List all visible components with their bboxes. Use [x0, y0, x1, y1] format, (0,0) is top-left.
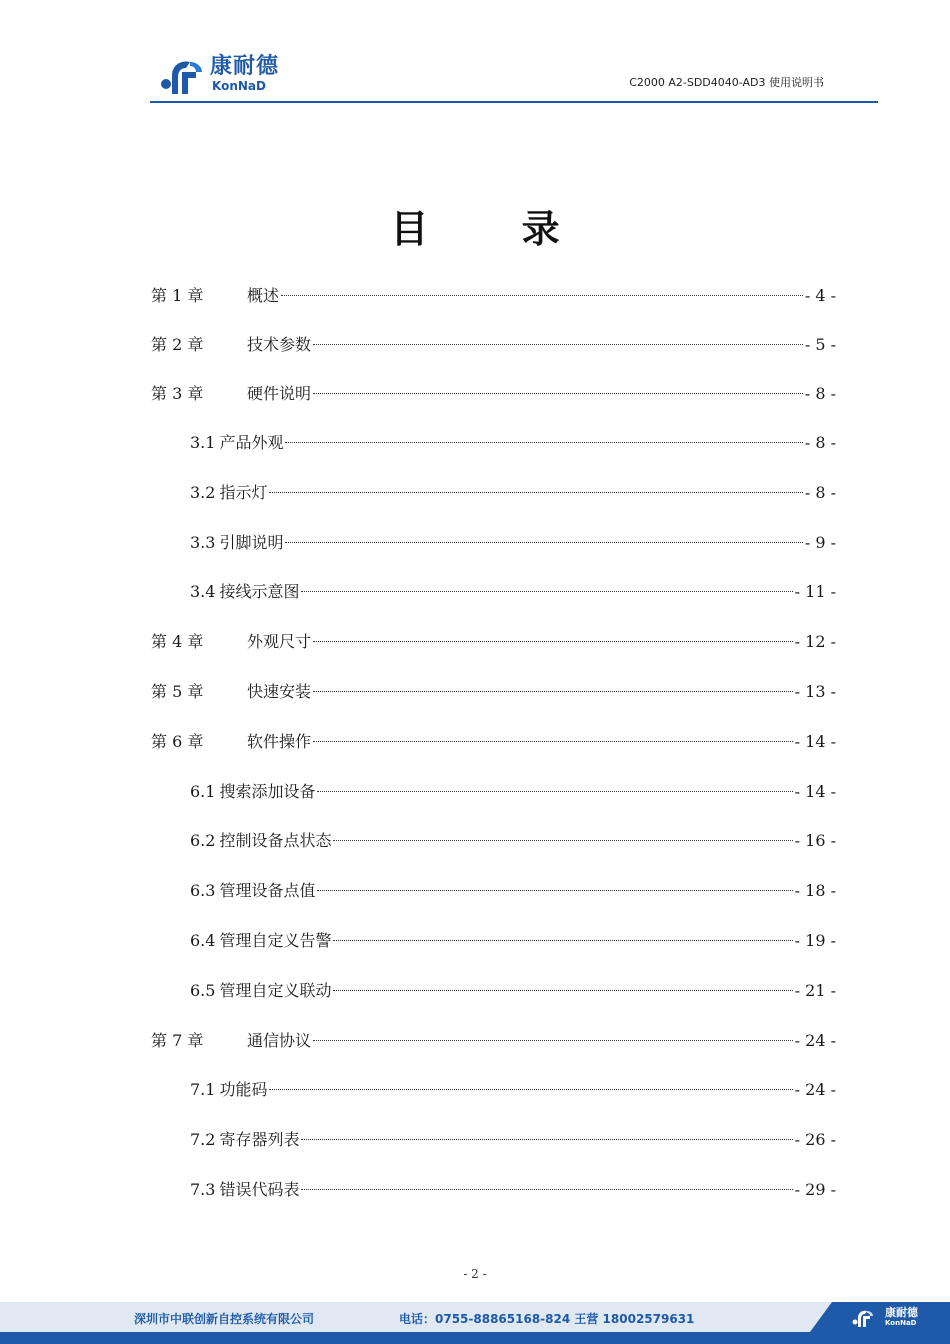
toc-section-number: 6.1: [190, 782, 216, 801]
toc-chapter-number: 第 7 章: [151, 1031, 204, 1050]
toc-section-number: 7.3: [190, 1180, 216, 1199]
toc-subentry[interactable]: [190, 1078, 836, 1102]
toc-chapter-number: 第 2 章: [151, 335, 204, 354]
toc-entry-label: 功能码: [219, 1080, 268, 1099]
toc-entry-label: 搜索添加设备: [219, 782, 316, 801]
toc-entry-label: 硬件说明: [247, 384, 312, 403]
toc-page-number: - 9 -: [804, 533, 836, 552]
toc-section-number: 3.2: [190, 483, 216, 502]
toc-page-number: - 11 -: [794, 582, 836, 601]
toc-entry[interactable]: [151, 1029, 836, 1053]
toc-leader-dots: [313, 741, 793, 742]
toc-page-number: - 26 -: [794, 1130, 836, 1149]
toc-entry-label: 管理自定义告警: [219, 931, 332, 950]
footer-logo-panel: [810, 1302, 950, 1332]
toc-entry-label: 错误代码表: [219, 1180, 300, 1199]
toc-leader-dots: [269, 492, 802, 493]
toc-leader-dots: [317, 890, 792, 891]
toc-title: 目 录: [390, 207, 600, 251]
logo-text-cn: 康耐德: [210, 54, 280, 79]
toc-subentry[interactable]: [190, 780, 836, 804]
page-footer: [0, 1302, 950, 1344]
toc-section-number: 6.4: [190, 931, 216, 950]
toc-entry-label: 快速安装: [247, 682, 312, 701]
toc-subentry[interactable]: [190, 1128, 836, 1152]
toc-page-number: - 8 -: [804, 483, 836, 502]
toc-chapter-number: 第 6 章: [151, 732, 204, 751]
toc-leader-dots: [269, 1089, 792, 1090]
toc-chapter-number: 第 4 章: [151, 632, 204, 651]
toc-subentry[interactable]: [190, 580, 836, 604]
toc-leader-dots: [317, 791, 792, 792]
toc-page-number: - 14 -: [794, 732, 836, 751]
toc-section-number: 7.2: [190, 1130, 216, 1149]
toc-page-number: - 8 -: [804, 433, 836, 452]
toc-subentry[interactable]: [190, 431, 836, 455]
toc-subentry[interactable]: [190, 1178, 836, 1202]
footer-company: 深圳市中联创新自控系统有限公司: [134, 1312, 315, 1326]
toc-entry-label: 通信协议: [247, 1031, 312, 1050]
toc-leader-dots: [313, 641, 793, 642]
toc-entry-label: 软件操作: [247, 732, 312, 751]
footer-phone: 电话：0755-88865168-824 王营 18002579631: [399, 1312, 695, 1326]
toc-leader-dots: [285, 442, 802, 443]
toc-entry-label: 技术参数: [247, 335, 312, 354]
toc-chapter-number: 第 3 章: [151, 384, 204, 403]
toc-page-number: - 14 -: [794, 782, 836, 801]
footer-stripe: [0, 1332, 950, 1344]
brand-logo: [160, 54, 300, 98]
toc-entry-label: 产品外观: [219, 433, 284, 452]
toc-leader-dots: [281, 295, 803, 296]
page-number: - 2 -: [463, 1267, 487, 1281]
toc-entry-label: 引脚说明: [219, 533, 284, 552]
toc-leader-dots: [313, 344, 803, 345]
toc-page-number: - 29 -: [794, 1180, 836, 1199]
toc-page-number: - 19 -: [794, 931, 836, 950]
toc-leader-dots: [313, 393, 803, 394]
toc-entry[interactable]: [151, 333, 836, 357]
toc-leader-dots: [333, 840, 792, 841]
toc-section-number: 6.3: [190, 881, 216, 900]
toc-section-number: 6.2: [190, 831, 216, 850]
toc-leader-dots: [333, 990, 792, 991]
toc-page-number: - 21 -: [794, 981, 836, 1000]
toc-page-number: - 16 -: [794, 831, 836, 850]
toc-entry[interactable]: [151, 630, 836, 654]
toc-chapter-number: 第 1 章: [151, 286, 204, 305]
toc-page-number: - 5 -: [804, 335, 836, 354]
toc-leader-dots: [301, 1189, 792, 1190]
toc-leader-dots: [301, 1139, 792, 1140]
toc-section-number: 7.1: [190, 1080, 216, 1099]
toc-page-number: - 13 -: [794, 682, 836, 701]
toc-leader-dots: [285, 542, 802, 543]
footer-logo-text-cn: 康耐德: [885, 1306, 918, 1319]
toc-page-number: - 24 -: [794, 1080, 836, 1099]
logo-text-en: KonNaD: [212, 79, 266, 93]
toc-entry-label: 寄存器列表: [219, 1130, 300, 1149]
toc-leader-dots: [333, 940, 792, 941]
toc-leader-dots: [301, 591, 792, 592]
footer-logo-text-en: KonNaD: [885, 1319, 917, 1327]
toc-entry-label: 概述: [247, 286, 280, 305]
konnad-logo-icon: [852, 1307, 874, 1329]
toc-page-number: - 4 -: [804, 286, 836, 305]
toc-entry-label: 管理自定义联动: [219, 981, 332, 1000]
page-header: [0, 0, 950, 110]
toc-entry-label: 控制设备点状态: [219, 831, 332, 850]
toc-subentry[interactable]: [190, 829, 836, 853]
konnad-logo-icon: [160, 54, 204, 98]
toc-section-number: 6.5: [190, 981, 216, 1000]
toc-subentry[interactable]: [190, 929, 836, 953]
document-title: C2000 A2-SDD4040-AD3 使用说明书: [629, 76, 824, 89]
header-divider: [150, 101, 878, 103]
toc-section-number: 3.1: [190, 433, 216, 452]
toc-entry[interactable]: [151, 382, 836, 406]
toc-leader-dots: [313, 1040, 793, 1041]
toc-entry[interactable]: [151, 284, 836, 308]
toc-chapter-number: 第 5 章: [151, 682, 204, 701]
toc-page-number: - 12 -: [794, 632, 836, 651]
toc-entry-label: 接线示意图: [219, 582, 300, 601]
toc-entry-label: 管理设备点值: [219, 881, 316, 900]
toc-section-number: 3.4: [190, 582, 216, 601]
toc-subentry[interactable]: [190, 481, 836, 505]
toc-entry-label: 指示灯: [219, 483, 268, 502]
toc-subentry[interactable]: [190, 979, 836, 1003]
toc-subentry[interactable]: [190, 531, 836, 555]
toc-page-number: - 24 -: [794, 1031, 836, 1050]
toc-subentry[interactable]: [190, 879, 836, 903]
toc-entry-label: 外观尺寸: [247, 632, 312, 651]
toc-entry[interactable]: [151, 730, 836, 754]
toc-page-number: - 18 -: [794, 881, 836, 900]
toc-section-number: 3.3: [190, 533, 216, 552]
toc-entry[interactable]: [151, 680, 836, 704]
toc-page-number: - 8 -: [804, 384, 836, 403]
toc-leader-dots: [313, 691, 793, 692]
